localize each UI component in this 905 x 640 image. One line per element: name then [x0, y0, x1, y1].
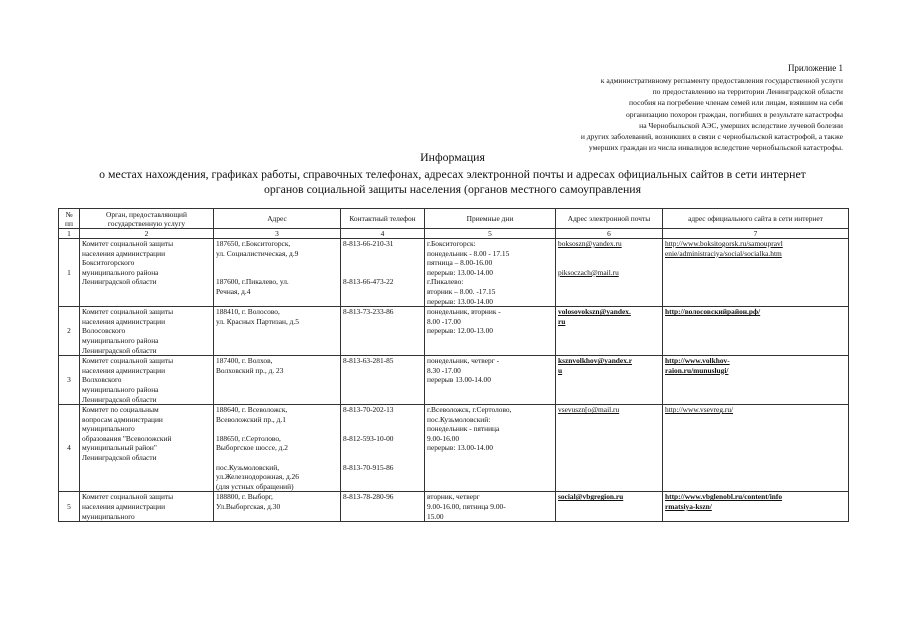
line-gap	[343, 258, 422, 268]
address-cell	[214, 239, 341, 307]
column-index: 2	[80, 229, 214, 239]
col-header-days: Приемные дни	[425, 209, 556, 229]
cell-text: понедельник - пятница	[427, 424, 500, 434]
cell-text: 188640, г. Всеволожск,	[216, 405, 288, 415]
cell-text: г.Всеволожск, г.Сертолово,	[427, 405, 512, 415]
cell-text: (для устных обращений)	[216, 481, 294, 491]
row-number: 2	[59, 307, 80, 356]
cell-text: вторник – 8.00. -17.15	[427, 286, 496, 296]
column-index: 6	[556, 229, 663, 239]
cell-text: понедельник, вторник -	[427, 307, 501, 317]
line-gap	[343, 249, 422, 259]
email-cell[interactable]	[556, 307, 663, 356]
heading-line-2: органов социальной защиты населения (органов местного самоуправления	[263, 182, 642, 196]
appendix-line: умерших граждан из числа инвалидов вследствие чернобыльской катастрофы.	[588, 143, 843, 153]
cell-text: муниципального района	[82, 335, 159, 345]
column-index: 5	[425, 229, 556, 239]
days-cell	[425, 492, 556, 522]
email-link[interactable]: boksoszn@yandex.ru	[558, 239, 622, 248]
row-number: 4	[59, 405, 80, 492]
line-gap	[216, 453, 338, 463]
table-row	[59, 239, 849, 307]
days-cell	[425, 356, 556, 405]
column-index-row	[59, 229, 849, 239]
cell-text: пос.Кузьмоловский:	[427, 414, 491, 424]
table-row	[59, 492, 849, 522]
email-cell[interactable]	[556, 356, 663, 405]
cell-text: 9.00-16.00, пятница 9.00-	[427, 502, 506, 512]
row-number: 3	[59, 356, 80, 405]
email-link[interactable]: social@vbgregion.ru	[558, 492, 624, 502]
cell-text: 8-813-78-280-96	[343, 492, 394, 502]
table-row	[59, 307, 849, 356]
cell-text: 8-813-70-915-86	[343, 462, 394, 472]
organ-cell	[80, 356, 214, 405]
cell-text: пос.Кузьмоловский,	[216, 462, 280, 472]
phone-cell	[341, 356, 425, 405]
website-link[interactable]: http://волосовскийрайон.рф/	[665, 307, 761, 317]
address-cell	[214, 307, 341, 356]
cell-text: понедельник, четверг -	[427, 356, 500, 366]
column-index: 1	[59, 229, 80, 239]
email-cell[interactable]	[556, 492, 663, 522]
website-link[interactable]: http://www.vsevreg.ru/	[665, 405, 734, 415]
cell-text: вопросам администрации	[82, 414, 163, 424]
col-header-phone: Контактный телефон	[341, 209, 425, 229]
email-cell[interactable]	[556, 239, 663, 307]
site-cell[interactable]	[663, 405, 849, 492]
cell-text: населения администрации	[82, 365, 166, 375]
cell-text: 188800, г. Выборг,	[216, 492, 273, 502]
website-link[interactable]: rmatsiya-kszn/	[665, 502, 712, 512]
site-cell[interactable]	[663, 307, 849, 356]
cell-text: 8-812-593-10-00	[343, 433, 394, 443]
site-cell[interactable]	[663, 356, 849, 405]
days-cell	[425, 405, 556, 492]
organ-cell	[80, 492, 214, 522]
appendix-line: организацию похорон граждан, погибших в результате катастрофы	[625, 109, 843, 119]
cell-text: Ул.Выборгская, д.30	[216, 502, 281, 512]
cell-text: Комитет социальной защиты	[82, 356, 174, 366]
cell-text: населения администрации	[82, 316, 166, 326]
col-header-email: Адрес электронной почты	[556, 209, 663, 229]
column-index: 4	[341, 229, 425, 239]
cell-text: образования "Всеволожский	[82, 433, 172, 443]
appendix-line: к административному регламенту предоставления государственной услуги	[600, 76, 843, 85]
document-heading	[0, 150, 905, 197]
line-gap	[343, 268, 422, 278]
line-gap	[216, 258, 338, 268]
appendix-block	[383, 62, 843, 153]
site-cell[interactable]	[663, 492, 849, 522]
phone-cell	[341, 492, 425, 522]
appendix-line: пособия на погребение членам семей или лицам, взявшим на себя	[629, 98, 843, 108]
cell-text: г.Бокситогорск:	[427, 239, 476, 248]
email-link[interactable]: ksznvolkhov@yandex.r	[558, 356, 633, 366]
cell-text: 187600, г.Пикалево, ул.	[216, 277, 289, 287]
cell-text: Комитет социальной защиты	[82, 307, 174, 317]
cell-text: перерыв: 13.00-14.00	[427, 443, 493, 453]
cell-text: Выборгское шоссе, д.2	[216, 443, 288, 453]
column-index: 3	[214, 229, 341, 239]
cell-text: понедельник - 8.00 - 17.15	[427, 248, 510, 258]
heading-title: Информация	[420, 150, 485, 164]
row-number: 1	[59, 239, 80, 307]
table-row	[59, 405, 849, 492]
email-link[interactable]: vsevuszn[o@mail.ru	[558, 405, 620, 415]
col-header-site: адрес официального сайта в сети интернет	[663, 209, 849, 229]
cell-text: населения администрации	[82, 248, 166, 258]
cell-text: перерыв: 13.00-14.00	[427, 267, 493, 277]
cell-text: Комитет социальной защиты	[82, 492, 174, 502]
cell-text: Волховского	[82, 375, 122, 385]
line-gap	[343, 453, 422, 463]
cell-text: пятница – 8.00-16.00	[427, 258, 493, 268]
offices-table	[58, 208, 849, 522]
cell-text: Волховский пр., д. 23	[216, 365, 284, 375]
website-link[interactable]: enie/administraciya/social/socialka.htm	[665, 248, 782, 258]
email-link[interactable]: ru	[558, 316, 566, 326]
line-gap	[216, 424, 338, 434]
cell-text: 8.00 -17.00	[427, 316, 461, 326]
appendix-line: по предоставлению на территории Ленинградской области	[652, 87, 843, 97]
phone-cell	[341, 239, 425, 307]
cell-text: вторник, четверг	[427, 492, 480, 502]
table-body	[59, 239, 849, 522]
organ-cell	[80, 307, 214, 356]
email-link[interactable]: piksoczach@mail.ru	[558, 267, 619, 277]
email-link[interactable]: u	[558, 365, 563, 375]
cell-text: Комитет социальной защиты	[82, 239, 174, 248]
cell-text: муниципального района	[82, 384, 159, 394]
line-gap	[343, 424, 422, 434]
table-header-row	[59, 209, 849, 229]
col-header-organ: Орган, предоставляющий государственную услугу	[80, 209, 214, 229]
cell-text: 188650, г.Сертолово,	[216, 433, 281, 443]
cell-text: перерыв 13.00-14.00	[427, 375, 491, 385]
address-cell	[214, 405, 341, 492]
line-gap	[558, 249, 660, 259]
cell-text: Ленинградской области	[82, 394, 157, 404]
column-index: 7	[663, 229, 849, 239]
phone-cell	[341, 405, 425, 492]
cell-text: 15.00	[427, 511, 444, 521]
cell-text: 8-813-70-202-13	[343, 405, 394, 415]
cell-text: ул. Социалистическая, д.9	[216, 248, 299, 258]
appendix-line: и других заболеваний, возникших в связи с чернобыльской катастрофой, а также	[580, 132, 843, 142]
cell-text: Ленинградской области	[82, 453, 157, 463]
address-cell	[214, 356, 341, 405]
row-number: 5	[59, 492, 80, 522]
cell-text: 8.30 -17.00	[427, 365, 461, 375]
website-link[interactable]: http://www.boksitogorsk.ru/samoupravl	[665, 239, 783, 248]
cell-text: перерыв: 12.00-13.00	[427, 326, 493, 336]
site-cell[interactable]	[663, 239, 849, 307]
cell-text: муниципального	[82, 424, 135, 434]
line-gap	[343, 443, 422, 453]
cell-text: Комитет по социальным	[82, 405, 159, 415]
cell-text: 8-813-63-281-85	[343, 356, 394, 366]
email-cell[interactable]	[556, 405, 663, 492]
cell-text: Волосовского	[82, 326, 126, 336]
cell-text: 8-813-66-473-22	[343, 277, 394, 287]
cell-text: 188410, г. Волосово,	[216, 307, 280, 317]
days-cell	[425, 307, 556, 356]
organ-cell	[80, 239, 214, 307]
cell-text: 9.00-16.00	[427, 433, 460, 443]
cell-text: Речная, д.4	[216, 286, 251, 296]
cell-text: муниципального	[82, 511, 135, 521]
cell-text: перерыв: 13.00-14.00	[427, 296, 493, 306]
cell-text: 187650, г.Бокситогорск,	[216, 239, 291, 248]
appendix-title: Приложение 1	[787, 63, 843, 73]
cell-text: ул. Красных Партизан, д.5	[216, 316, 299, 326]
website-link[interactable]: raion.ru/munuslugi/	[665, 365, 729, 375]
cell-text: населения администрации	[82, 502, 166, 512]
organ-cell	[80, 405, 214, 492]
col-header-number: № пп	[59, 209, 80, 229]
line-gap	[343, 415, 422, 425]
cell-text: 8-813-73-233-86	[343, 307, 394, 317]
appendix-line: на Чернобыльской АЭС, умерших вследствие лучевой болезни	[639, 120, 843, 130]
website-link[interactable]: http://www.vbglenobl.ru/content/info	[665, 492, 783, 502]
cell-text: Всеволожский пр., д.1	[216, 414, 286, 424]
cell-text: муниципального района	[82, 267, 159, 277]
table-row	[59, 356, 849, 405]
email-link[interactable]: volosovokszn@yandex.	[558, 307, 631, 317]
phone-cell	[341, 307, 425, 356]
cell-text: Ленинградской области	[82, 345, 157, 355]
cell-text: 8-813-66-210-31	[343, 239, 394, 248]
cell-text: г.Пикалево:	[427, 277, 464, 287]
line-gap	[558, 258, 660, 268]
cell-text: муниципальный район"	[82, 443, 157, 453]
cell-text: 187400, г. Волхов,	[216, 356, 273, 366]
cell-text: Бокситогорского	[82, 258, 135, 268]
col-header-address: Адрес	[214, 209, 341, 229]
days-cell	[425, 239, 556, 307]
website-link[interactable]: http://www.volkhov-	[665, 356, 730, 366]
heading-line-1: о местах нахождения, графиках работы, справочных телефонах, адресах электронной почты и адресах официальных сайтов в сети интернет	[99, 167, 806, 181]
line-gap	[216, 268, 338, 278]
cell-text: Ленинградской области	[82, 277, 157, 287]
address-cell	[214, 492, 341, 522]
cell-text: ул.Железнодорожная, д.26	[216, 472, 299, 482]
